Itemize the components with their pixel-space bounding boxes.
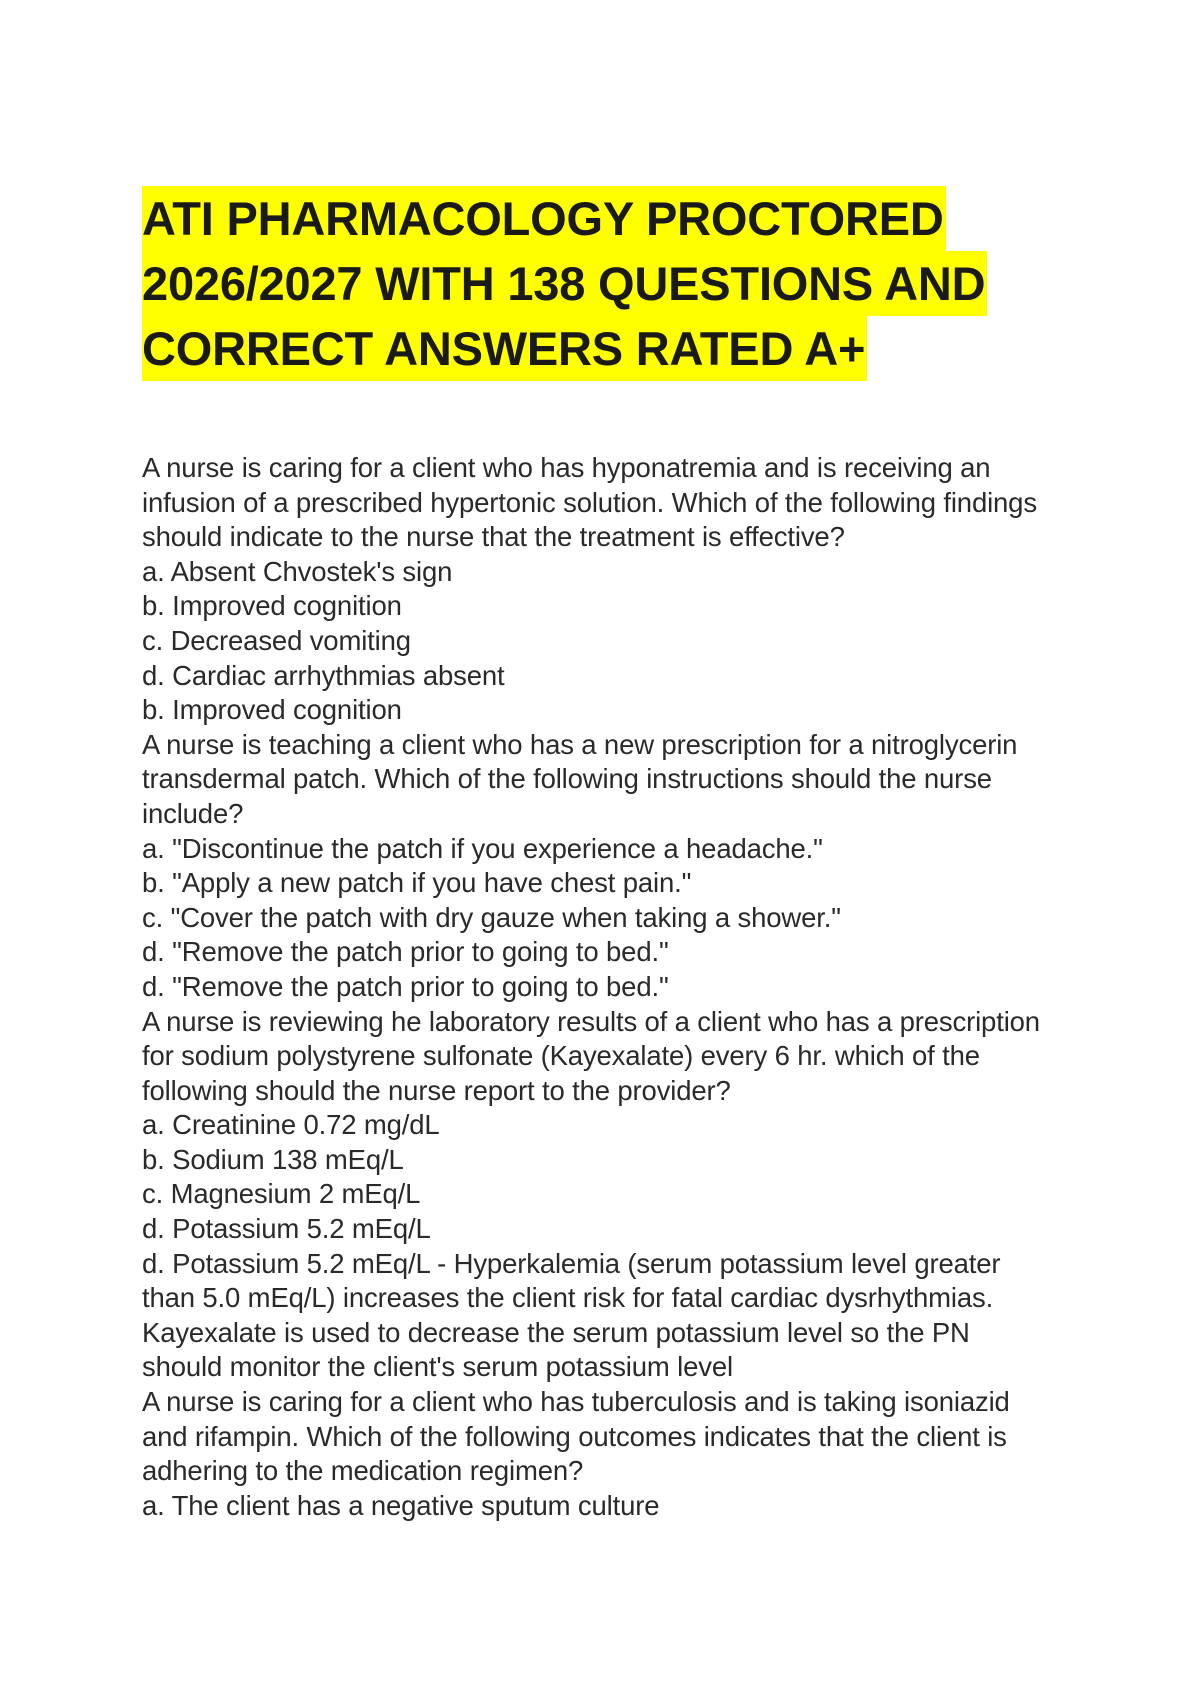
question-1-option: d. Cardiac arrhythmias absent [142, 659, 505, 691]
question-1-option: c. Decreased vomiting [142, 624, 411, 656]
question-4-line: and rifampin. Which of the following outcomes indicates that the client is [142, 1420, 1007, 1452]
question-2-option: c. "Cover the patch with dry gauze when taking a shower." [142, 901, 841, 933]
question-3-line: A nurse is reviewing he laboratory results of a client who has a prescription [142, 1005, 1040, 1037]
question-2-line: include? [142, 797, 244, 829]
question-3-option: d. Potassium 5.2 mEq/L [142, 1213, 431, 1245]
question-3-line: following should the nurse report to the provider? [142, 1074, 731, 1106]
question-3-rationale: Kayexalate is used to decrease the serum potassium level so the PN [142, 1316, 970, 1348]
question-2-option: d. "Remove the patch prior to going to bed." [142, 936, 669, 968]
question-3-rationale: than 5.0 mEq/L) increases the client risk for fatal cardiac dysrhythmias. [142, 1282, 994, 1314]
question-3-option: a. Creatinine 0.72 mg/dL [142, 1109, 440, 1141]
question-1-option: a. Absent Chvostek's sign [142, 555, 453, 587]
question-3-option: c. Magnesium 2 mEq/L [142, 1178, 421, 1210]
question-1-line: infusion of a prescribed hypertonic solution. Which of the following findings [142, 486, 1037, 518]
document-body [142, 451, 1072, 1523]
question-1-answer: b. Improved cognition [142, 694, 402, 726]
title-line-3: CORRECT ANSWERS RATED A+ [142, 316, 867, 381]
question-1-line: A nurse is caring for a client who has hyponatremia and is receiving an [142, 452, 991, 483]
question-4-line: A nurse is caring for a client who has tuberculosis and is taking isoniazid [142, 1386, 1010, 1418]
question-2-answer: d. "Remove the patch prior to going to bed." [142, 970, 669, 1002]
question-2-option: b. "Apply a new patch if you have chest pain." [142, 867, 692, 899]
question-2-line: transdermal patch. Which of the following instructions should the nurse [142, 763, 992, 795]
title-line-2: 2026/2027 WITH 138 QUESTIONS AND [142, 251, 987, 316]
question-1-line: should indicate to the nurse that the treatment is effective? [142, 521, 845, 553]
question-2-line: A nurse is teaching a client who has a new prescription for a nitroglycerin [142, 728, 1018, 760]
document-title [142, 186, 1062, 381]
question-4-line: adhering to the medication regimen? [142, 1455, 584, 1487]
title-line-1: ATI PHARMACOLOGY PROCTORED [142, 186, 946, 251]
question-3-line: for sodium polystyrene sulfonate (Kayexalate) every 6 hr. which of the [142, 1040, 980, 1072]
question-3-rationale: should monitor the client's serum potassium level [142, 1351, 733, 1383]
question-1-option: b. Improved cognition [142, 590, 402, 622]
question-4-option: a. The client has a negative sputum culture [142, 1489, 660, 1521]
question-3-option: b. Sodium 138 mEq/L [142, 1143, 404, 1175]
question-2-option: a. "Discontinue the patch if you experience a headache." [142, 832, 823, 864]
question-3-answer: d. Potassium 5.2 mEq/L - Hyperkalemia (serum potassium level greater [142, 1247, 1001, 1279]
